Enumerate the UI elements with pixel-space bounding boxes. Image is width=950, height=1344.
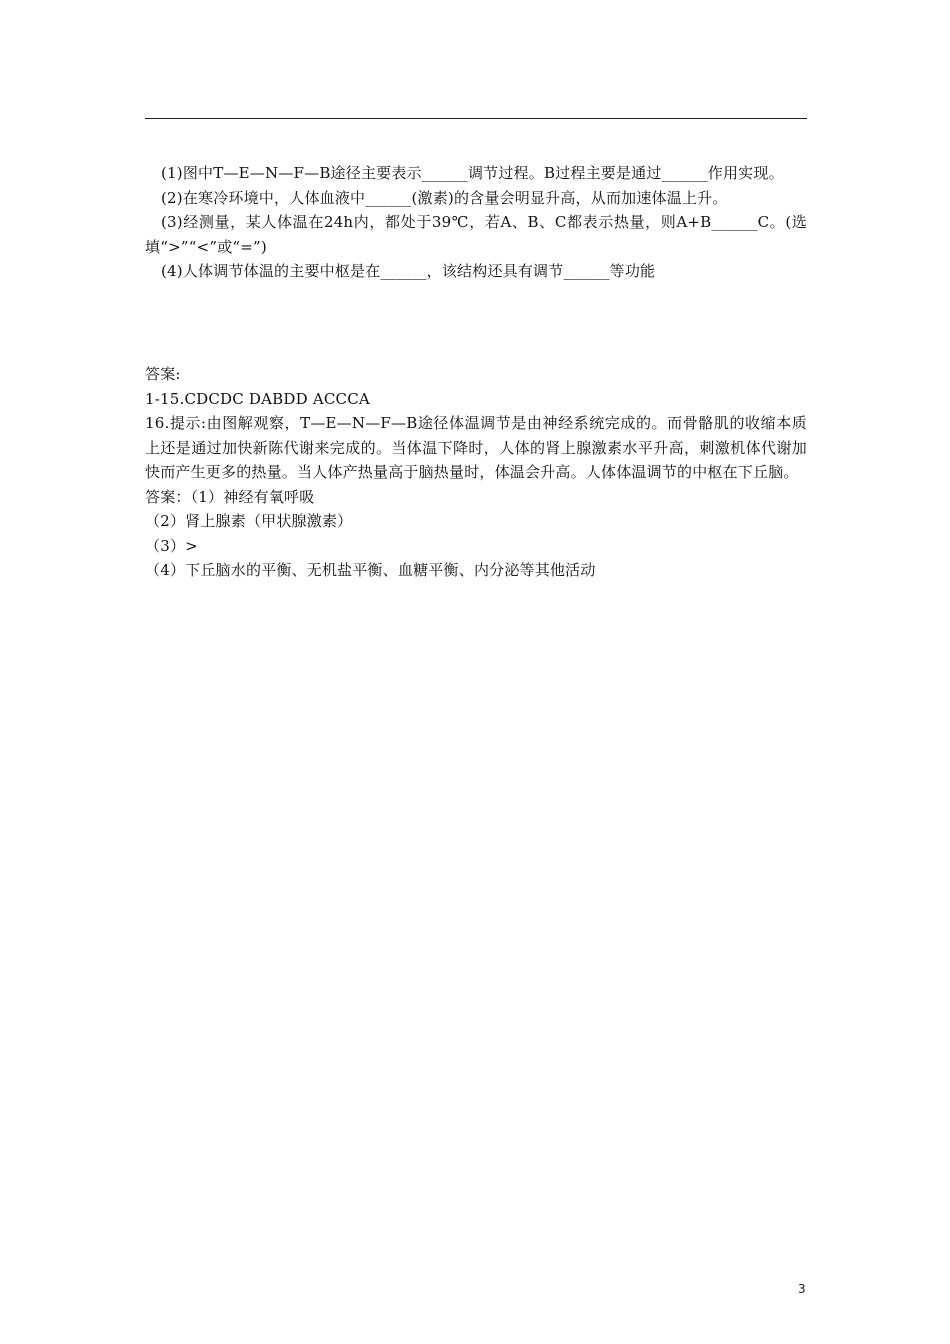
question-2: (2)在寒冷环境中，人体血液中______(激素)的含量会明显升高，从而加速体温上升。 xyxy=(161,188,728,207)
question-1: (1)图中T—E—N—F—B途径主要表示______调节过程。B过程主要是通过______作用实现。 xyxy=(161,164,784,182)
page-number: 3 xyxy=(798,1282,806,1296)
multiple-choice-answers: 1-15.CDCDC DABDD ACCCA xyxy=(145,389,370,408)
answer-2: （2）肾上腺素（甲状腺激素） xyxy=(145,512,353,530)
questions-section xyxy=(145,161,807,284)
question-4: (4)人体调节体温的主要中枢是在______，该结构还具有调节______等功能 xyxy=(161,262,656,280)
header-rule xyxy=(145,118,807,119)
answers-section xyxy=(145,362,807,583)
question-3: (3)经测量，某人体温在24h内，都处于39℃，若A、B、C都表示热量，则A+B______C。(选填“>”“<”或“=”) xyxy=(145,213,807,256)
answer-1: 答案：（1）神经有氧呼吸 xyxy=(145,487,315,506)
answer-4: （4）下丘脑水的平衡、无机盐平衡、血糖平衡、内分泌等其他活动 xyxy=(145,561,596,579)
hint-paragraph: 16.提示:由图解观察，T—E—N—F—B途径体温调节是由神经系统完成的。而骨骼肌的收缩本质上还是通过加快新陈代谢来完成的。当体温下降时，人体的肾上腺激素水平升高，刺激机体代谢加快而产生更多的热量。当人体产热量高于脑热量时，体温会升高。人体体温调节的中枢在下丘脑。 xyxy=(145,414,807,481)
answers-heading: 答案: xyxy=(145,365,181,383)
answer-3: （3）> xyxy=(145,536,198,555)
